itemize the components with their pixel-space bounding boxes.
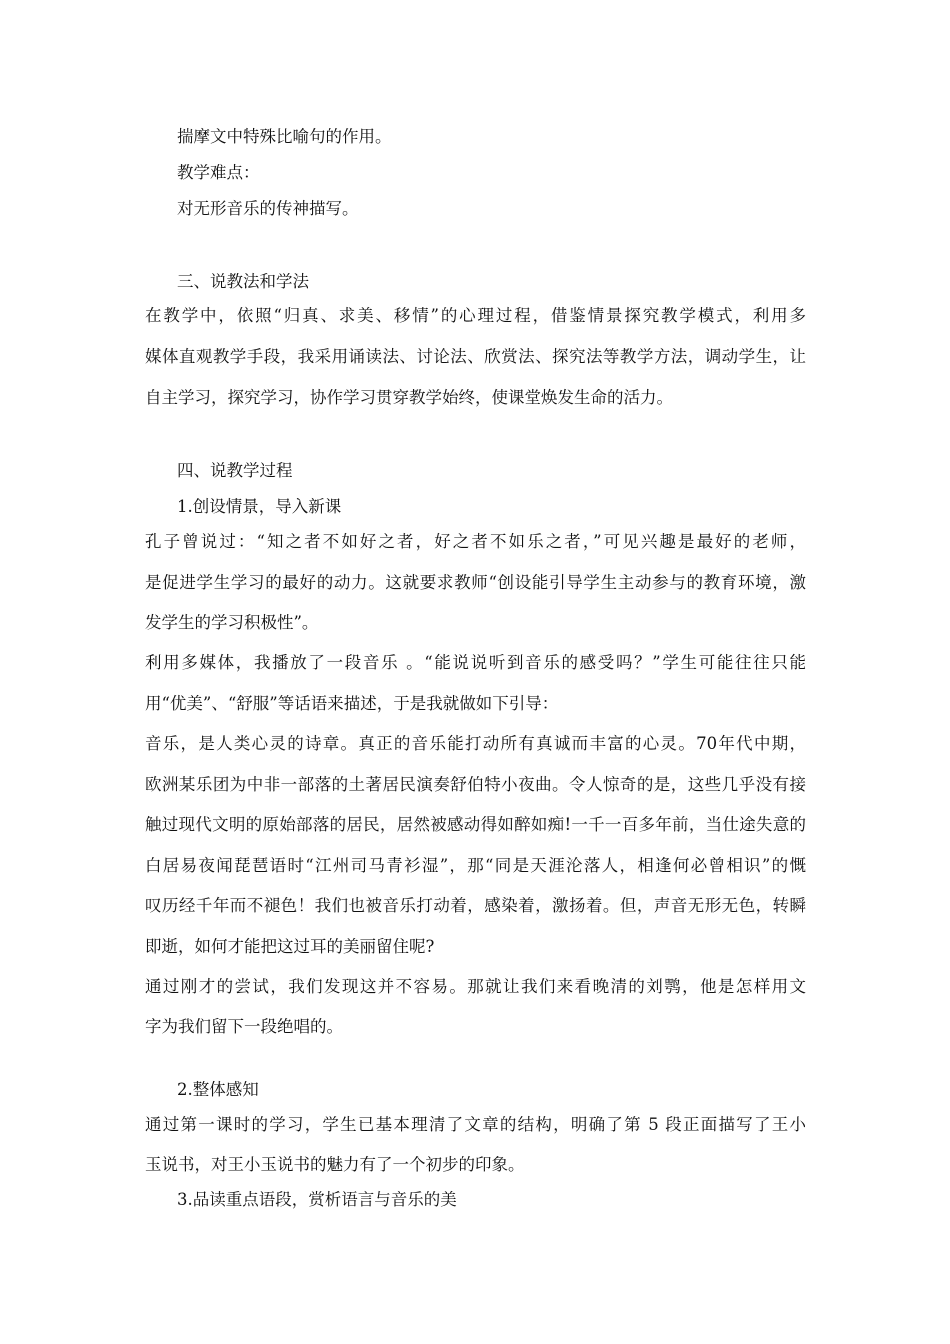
subsection-heading: 3.品读重点语段，赏析语言与音乐的美 — [177, 1190, 457, 1209]
text-line: 字为我们留下一段绝唱的。 — [145, 1017, 343, 1036]
text-line: 孔子曾说过：“知之者不如好之者，好之者不如乐之者，”可见兴趣是最好的老师， — [145, 532, 806, 551]
text-line: 通过刚才的尝试，我们发现这并不容易。那就让我们来看晚清的刘鹗，他是怎样用文 — [145, 977, 806, 996]
section-heading: 三、说教法和学法 — [177, 272, 309, 291]
text-line: 揣摩文中特殊比喻句的作用。 — [177, 127, 392, 146]
text-line: 发学生的学习积极性”。 — [145, 613, 319, 632]
text-line: 欧洲某乐团为中非一部落的土著居民演奏舒伯特小夜曲。令人惊奇的是，这些几乎没有接 — [145, 775, 806, 794]
text-line: 在教学中，依照“归真、求美、移情”的心理过程，借鉴情景探究教学模式，利用多 — [145, 306, 806, 325]
text-line: 玉说书，对王小玉说书的魅力有了一个初步的印象。 — [145, 1155, 525, 1174]
text-line: 教学难点： — [177, 163, 260, 182]
text-line: 对无形音乐的传神描写。 — [177, 199, 359, 218]
text-line: 自主学习，探究学习，协作学习贯穿教学始终，使课堂焕发生命的活力。 — [145, 388, 673, 407]
text-line: 媒体直观教学手段，我采用诵读法、讨论法、欣赏法、探究法等教学方法，调动学生，让 — [145, 347, 806, 366]
subsection-heading: 1.创设情景，导入新课 — [177, 497, 342, 516]
text-line: 利用多媒体，我播放了一段音乐 。“能说说听到音乐的感受吗？”学生可能往往只能 — [145, 653, 806, 672]
subsection-heading: 2.整体感知 — [177, 1080, 259, 1099]
text-line: 是促进学生学习的最好的动力。这就要求教师“创设能引导学生主动参与的教育环境，激 — [145, 573, 806, 592]
text-line: 叹历经千年而不褪色！我们也被音乐打动着，感染着，激扬着。但，声音无形无色，转瞬 — [145, 896, 806, 915]
section-heading: 四、说教学过程 — [177, 461, 293, 480]
text-line: 即逝，如何才能把这过耳的美丽留住呢? — [145, 937, 435, 956]
text-line: 触过现代文明的原始部落的居民，居然被感动得如醉如痴!一千一百多年前，当仕途失意的 — [145, 815, 806, 834]
text-line: 白居易夜闻琵琶语时“江州司马青衫湿”，那“同是天涯沦落人，相逢何必曾相识”的慨 — [145, 856, 806, 875]
text-line: 用“优美”、“舒服”等话语来描述，于是我就做如下引导： — [145, 694, 559, 713]
text-line: 音乐，是人类心灵的诗章。真正的音乐能打动所有真诚而丰富的心灵。70年代中期， — [145, 734, 806, 753]
text-line: 通过第一课时的学习，学生已基本理清了文章的结构，明确了第 5 段正面描写了王小 — [145, 1115, 806, 1134]
